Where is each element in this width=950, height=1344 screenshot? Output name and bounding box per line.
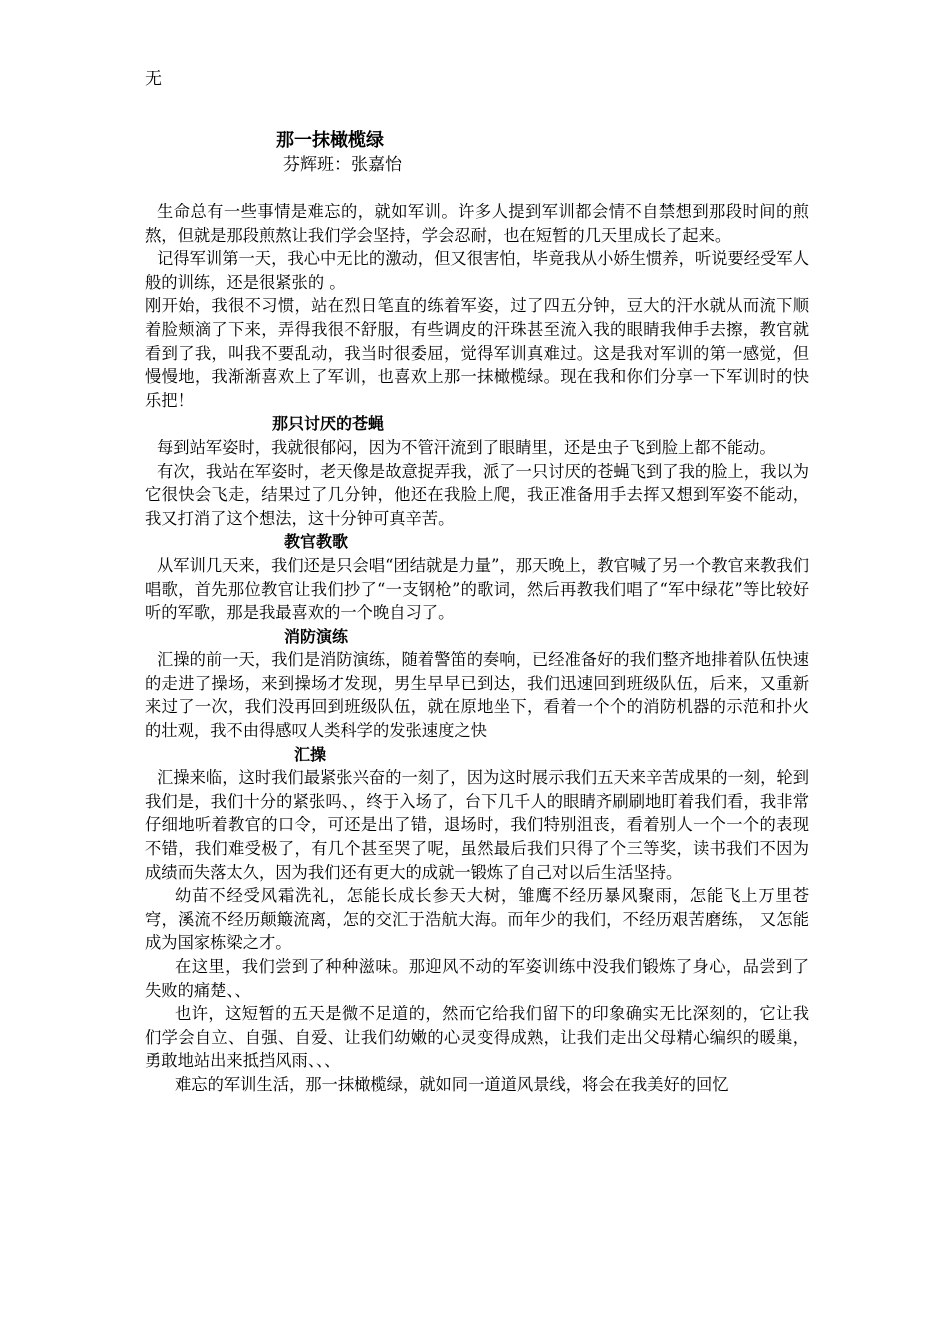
- paragraph-parade: 汇操来临，这时我们最紧张兴奋的一刻了，因为这时展示我们五天来辛苦成果的一刻，轮到我们是，我们十分的紧张吗、，终于入场了，台下几千人的眼睛齐刷刷地盯着我们看，我非常仔细地听着教官的口令，可还是出了错，退场时，我们特别沮丧，看着别人一个一个的表现不错，我们难受极了，有几个甚至哭了呢，虽然最后我们只得了个三等奖，读书我们不因为成绩而失落太久，因为我们还有更大的成就一锻炼了自己对以后生活坚持。: [145, 768, 809, 882]
- paragraph-beginning: 刚开始，我很不习惯，站在烈日笔直的练着军姿，过了四五分钟，豆大的汗水就从而流下顺着脸颊滴了下来，弄得我很不舒服，有些调皮的汗珠甚至流入我的眼睛我伸手去擦，教官就看到了我，叫我不要乱动，我当时很委屈，觉得军训真难过。这是我对军训的第一感觉，但慢慢地，我渐渐喜欢上了军训，也喜欢上那一抹橄榄绿。现在我和你们分享一下军训时的快乐把！: [145, 296, 809, 410]
- section-heading-parade: 汇操: [294, 744, 327, 764]
- paragraph-intro: 生命总有一些事情是难忘的，就如军训。许多人提到军训都会情不自禁想到那段时间的煎熬，但就是那段煎熬让我们学会坚持，学会忍耐，也在短暂的几天里成长了起来。: [145, 202, 809, 245]
- author-line: 芬辉班：张嘉怡: [283, 155, 402, 175]
- paragraph-conclusion: 难忘的军训生活，那一抹橄榄绿，就如同一道道风景线，将会在我美好的回忆: [175, 1074, 729, 1094]
- essay-title: 那一抹橄榄绿: [276, 130, 384, 151]
- essay-body: [145, 200, 809, 1097]
- paragraph-fly-1: 每到站军姿时，我就很郁闷，因为不管汗流到了眼睛里，还是虫子飞到脸上都不能动。: [157, 437, 776, 457]
- paragraph-fly-2: 有次，我站在军姿时，老天像是故意捉弄我，派了一只讨厌的苍蝇飞到了我的脸上，我以为它很快会飞走，结果过了几分钟，他还在我脸上爬，我正准备用手去挥又想到军姿不能动，我又打消了这个想法，这十分钟可真辛苦。: [145, 461, 809, 528]
- section-heading-fly: 那只讨厌的苍蝇: [272, 414, 385, 434]
- paragraph-reflection-3: 也许，这短暂的五天是微不足道的，然而它给我们留下的印象确实无比深刻的，它让我们学会自立、自强、自爱、让我们幼嫩的心灵变得成熟，让我们走出父母精心编织的暖巢，勇敢地站出来抵挡风雨、、、: [145, 1004, 809, 1071]
- section-heading-singing: 教官教歌: [284, 532, 349, 552]
- paragraph-fire-drill: 汇操的前一天，我们是消防演练，随着警笛的奏响，已经准备好的我们整齐地排着队伍快速的走进了操场，来到操场才发现，男生早早已到达，我们迅速回到班级队伍，后来，又重新来过了一次，我们没再回到班级队伍，就在原地坐下，看着一个个的消防机器的示范和扑火的壮观，我不由得感叹人类科学的发张速度之快: [145, 650, 809, 741]
- header-mark: 无: [145, 69, 162, 89]
- paragraph-reflection-1: 幼苗不经受风霜洗礼，怎能长成长参天大树，雏鹰不经历暴风聚雨，怎能飞上万里苍穹，溪流不经历颠簸流离，怎的交汇于浩航大海。而年少的我们，不经历艰苦磨练， 又怎能成为国家栋梁之才。: [145, 886, 809, 953]
- paragraph-reflection-2: 在这里，我们尝到了种种滋味。那迎风不动的军姿训练中没我们锻炼了身心，品尝到了失败的痛楚、、: [145, 957, 809, 1000]
- section-heading-fire-drill: 消防演练: [284, 626, 349, 646]
- paragraph-singing: 从军训几天来，我们还是只会唱“团结就是力量”，那天晚上，教官喊了另一个教官来教我们唱歌，首先那位教官让我们抄了“一支钢枪”的歌词，然后再教我们唱了“军中绿花”等比较好听的军歌，那是我最喜欢的一个晚自习了。: [145, 555, 809, 623]
- paragraph-first-day: 记得军训第一天，我心中无比的激动，但又很害怕，毕竟我从小娇生惯养，听说要经受军人般的训练，还是很紧张的 。: [145, 249, 809, 292]
